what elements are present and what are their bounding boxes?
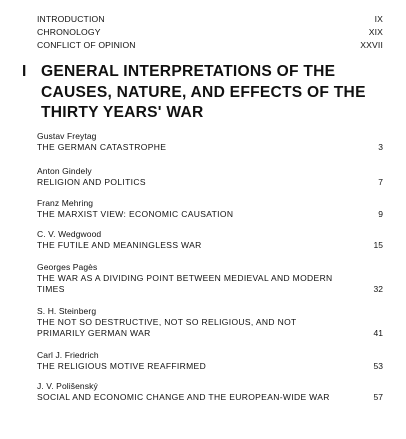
entry-author: Carl J. Friedrich [37,350,99,360]
entry-page-number: 3 [378,142,383,152]
toc-entry [37,350,383,372]
entry-author: Anton Gindely [37,166,92,176]
entry-page-number: 32 [373,284,383,294]
toc-entry [37,229,383,251]
entry-page-number: 7 [378,177,383,187]
entry-author: Franz Mehring [37,198,94,208]
toc-front-chronology [37,26,383,38]
toc-front-label: CONFLICT OF OPINION [37,40,136,50]
entry-page-number: 41 [373,328,383,338]
toc-front-label: CHRONOLOGY [37,27,101,37]
entry-author: J. V. Polišenský [37,381,98,391]
toc-entry [37,198,383,220]
entry-title: RELIGION AND POLITICS [37,177,146,187]
entry-author: Gustav Freytag [37,131,97,141]
toc-front-label: INTRODUCTION [37,14,105,24]
entry-title: THE NOT SO DESTRUCTIVE, NOT SO RELIGIOUS, AND NOT PRIMARILY GERMAN WAR [37,317,297,338]
entry-page-number: 9 [378,209,383,219]
toc-entry [37,166,383,188]
toc-front-conflict-of-opinion [37,39,383,51]
entry-title: THE FUTILE AND MEANINGLESS WAR [37,240,202,250]
entry-title: THE MARXIST VIEW: ECONOMIC CAUSATION [37,209,234,219]
part-title: GENERAL INTERPRETATIONS OF THE CAUSES, NATURE, AND EFFECTS OF THE THIRTY YEARS' WAR [41,63,366,121]
entry-author: Georges Pagès [37,262,98,272]
toc-front-introduction [37,13,383,25]
entry-page-number: 15 [373,240,383,250]
entry-title: SOCIAL AND ECONOMIC CHANGE AND THE EUROPEAN-WIDE WAR [37,392,330,402]
part-numeral: I [22,63,27,80]
toc-front-page-number: XXVII [360,40,383,50]
entry-page-number: 53 [373,361,383,371]
entry-author: S. H. Steinberg [37,306,97,316]
entry-title: THE WAR AS A DIVIDING POINT BETWEEN MEDIEVAL AND MODERN TIMES [37,273,333,294]
toc-entry [37,306,383,339]
entry-title: THE RELIGIOUS MOTIVE REAFFIRMED [37,361,207,371]
entry-page-number: 57 [373,392,383,402]
entry-title: THE GERMAN CATASTROPHE [37,142,167,152]
toc-front-page-number: IX [374,14,383,24]
toc-entry [37,262,383,295]
toc-front-page-number: XIX [368,27,383,37]
entry-author: C. V. Wedgwood [37,229,102,239]
toc-entry [37,381,383,403]
toc-entry [37,131,383,153]
